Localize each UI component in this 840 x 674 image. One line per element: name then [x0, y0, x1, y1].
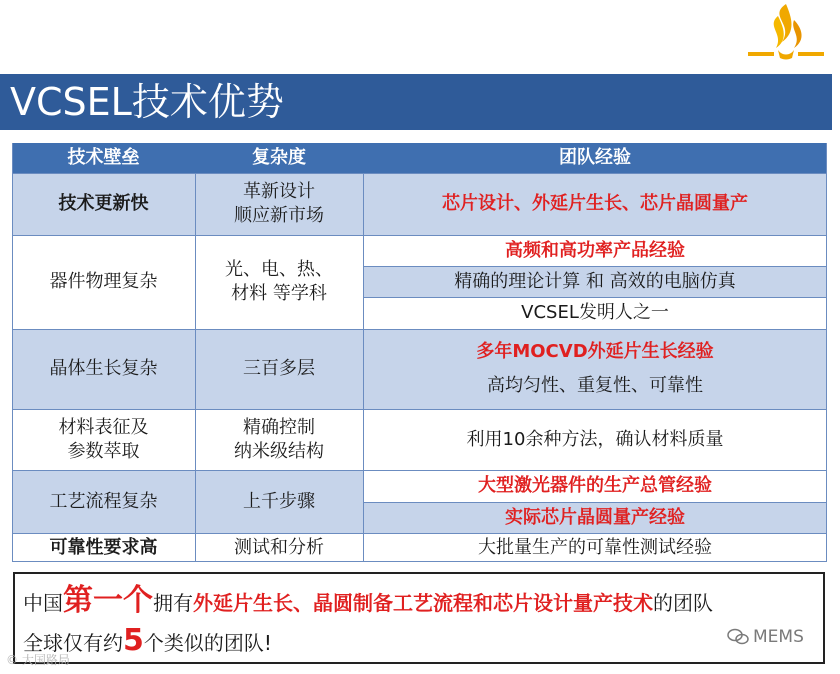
- summary-line1-d: 外延片生长、晶圆制备工艺流程和芯片设计量产技术: [193, 591, 653, 615]
- row3-barrier: [12, 329, 195, 409]
- row2-experience-2-text: 精确的理论计算 和 高效的电脑仿真: [454, 270, 736, 292]
- row1-experience-text: 芯片设计、外延片生长、芯片晶圆量产: [442, 193, 748, 214]
- row4-complexity-line2: 纳米级结构: [234, 440, 324, 462]
- grid-line: [12, 561, 827, 562]
- row5-complexity-text: 上千步骤: [243, 490, 315, 512]
- row3-experience: [363, 329, 827, 409]
- row2-experience-3-text: VCSEL发明人之一: [521, 302, 669, 323]
- header-barrier: 技术壁垒: [12, 143, 195, 173]
- row4-barrier-line2: 参数萃取: [67, 440, 140, 462]
- grid-line: [363, 266, 827, 267]
- advantages-table: [12, 143, 827, 562]
- wechat-icon: [727, 628, 749, 646]
- grid-line: [826, 143, 827, 562]
- summary-line2-b: 5: [123, 623, 144, 658]
- row1-complexity-line2: 顺应新市场: [234, 205, 324, 226]
- row2-complexity-line2: 材料 等学科: [231, 283, 327, 304]
- summary-line1: [23, 583, 713, 618]
- row1-complexity: [195, 173, 363, 235]
- grid-line: [363, 173, 364, 562]
- grid-line: [12, 173, 827, 174]
- row2-experience-1-text: 高频和高功率产品经验: [505, 239, 685, 261]
- grid-line: [195, 173, 196, 562]
- row3-complexity: [195, 329, 363, 409]
- row4-barrier: [12, 409, 195, 470]
- summary-line2-c: 个类似的团队!: [143, 631, 272, 655]
- row4-complexity: [195, 409, 363, 470]
- grid-line: [363, 502, 827, 503]
- row5-experience-1: [363, 470, 827, 502]
- row4-barrier-line1: 材料表征及: [58, 416, 149, 438]
- watermark: [727, 627, 804, 647]
- row5-barrier-text: 工艺流程复杂: [49, 490, 158, 512]
- grid-line: [12, 235, 827, 236]
- row3-barrier-text: 晶体生长复杂: [49, 358, 158, 379]
- row2-barrier-text: 器件物理复杂: [49, 271, 158, 292]
- row6-experience: [363, 533, 827, 562]
- flame-logo-icon: [738, 2, 830, 68]
- summary-box: [13, 572, 825, 664]
- title-bar: [0, 74, 832, 130]
- summary-line2-a: 全球仅有约: [23, 631, 123, 655]
- row4-experience: [363, 409, 827, 470]
- row4-complexity-line1: 精确控制: [243, 416, 315, 438]
- header-experience: 团队经验: [363, 143, 827, 173]
- watermark-left: © 大国路局: [6, 653, 70, 667]
- row5-experience-2-text: 实际芯片晶圆量产经验: [505, 506, 685, 528]
- row5-experience-1-text: 大型激光器件的生产总管经验: [478, 475, 712, 496]
- row1-experience: [363, 173, 827, 235]
- summary-line1-e: 的团队: [653, 591, 713, 615]
- row3-complexity-text: 三百多层: [243, 358, 315, 379]
- row6-barrier-text: 可靠性要求高: [49, 536, 158, 558]
- summary-line1-c: 拥有: [153, 591, 193, 615]
- row6-experience-text: 大批量生产的可靠性测试经验: [478, 536, 712, 558]
- header-complexity: 复杂度: [195, 143, 363, 173]
- grid-line: [12, 143, 13, 562]
- grid-line: [12, 329, 827, 330]
- summary-line1-b: 第一个: [63, 583, 153, 618]
- row4-experience-text: 利用10余种方法，确认材料质量: [466, 428, 724, 450]
- summary-line1-a: 中国: [23, 591, 63, 615]
- row1-barrier-text: 技术更新快: [58, 193, 149, 214]
- row2-experience-2: [363, 266, 827, 297]
- row3-experience-2: 高均匀性、重复性、可靠性: [487, 375, 703, 396]
- grid-line: [363, 297, 827, 298]
- grid-line: [12, 533, 827, 534]
- row6-barrier: [12, 533, 195, 562]
- row6-complexity: [195, 533, 363, 562]
- row5-barrier: [12, 470, 195, 533]
- grid-line: [12, 470, 827, 471]
- row2-barrier: [12, 235, 195, 329]
- row2-complexity-line1: 光、电、热、: [225, 259, 333, 280]
- row3-experience-1: 多年MOCVD外延片生长经验: [476, 341, 714, 362]
- grid-line: [12, 409, 827, 410]
- row1-complexity-line1: 革新设计: [243, 181, 315, 202]
- row2-experience-3: [363, 297, 827, 329]
- row1-barrier: [12, 173, 195, 235]
- row2-complexity: [195, 235, 363, 329]
- watermark-text: MEMS: [753, 627, 804, 647]
- row5-complexity: [195, 470, 363, 533]
- page-title: VCSEL技术优势: [10, 80, 284, 124]
- row2-experience-1: [363, 235, 827, 266]
- row5-experience-2: [363, 502, 827, 533]
- row6-complexity-text: 测试和分析: [234, 536, 324, 558]
